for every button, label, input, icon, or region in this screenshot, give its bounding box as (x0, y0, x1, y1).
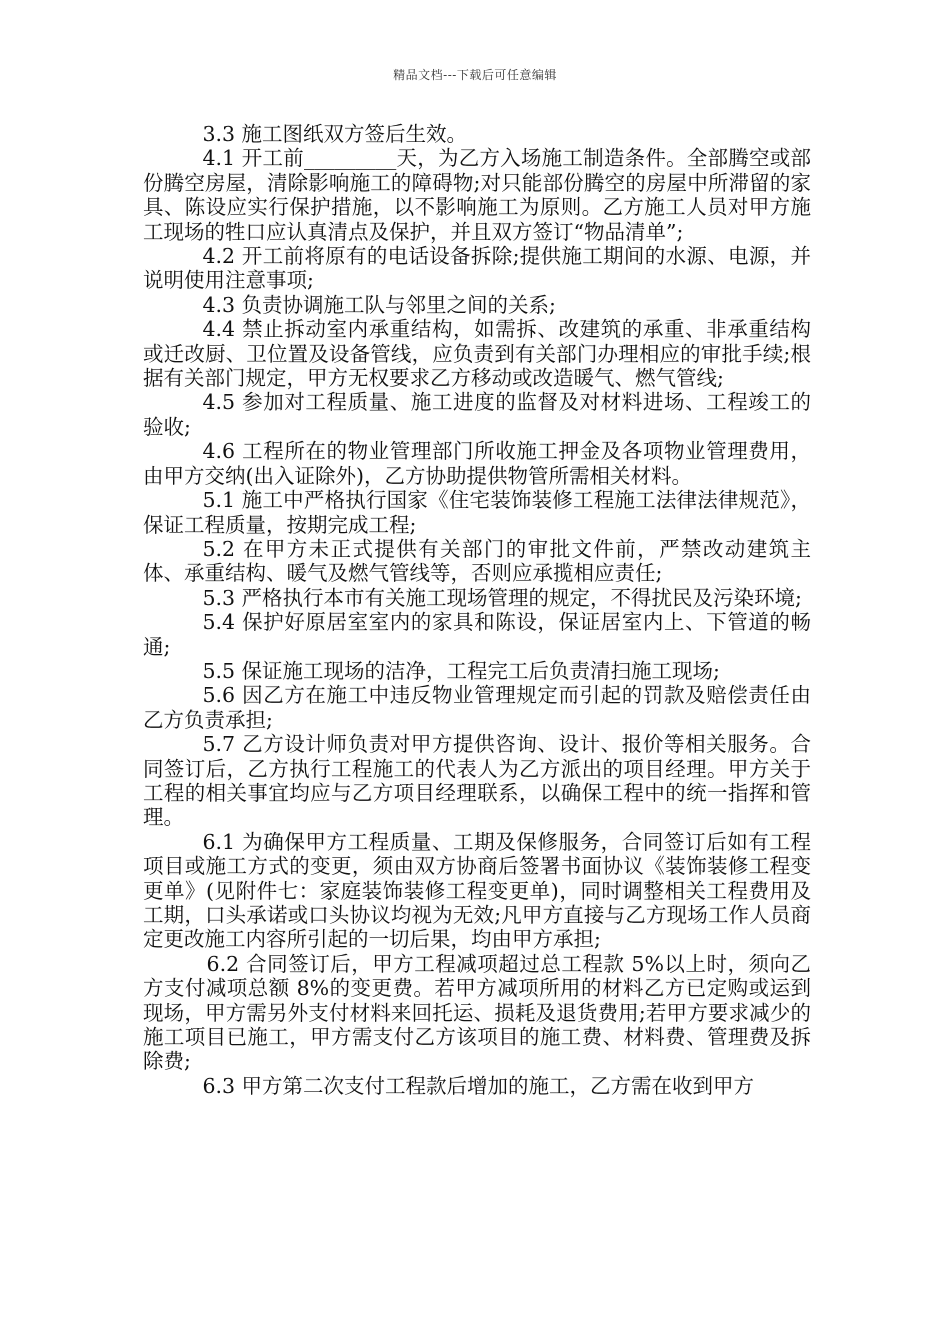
paragraph-5-3: 5.3 严格执行本市有关施工现场管理的规定，不得扰民及污染环境; (202, 585, 802, 610)
paragraph-4-4: 4.4 禁止拆动室内承重结构，如需拆、改建筑的承重、非承重结构或迁改厨、卫位置及设备管线，应负责到有关部门办理相应的审批手续;根据有关部门规定，甲方无权要求乙方移动或改造暖气、燃气管线; (143, 317, 811, 391)
paragraph-5-6: 5.6 因乙方在施工中违反物业管理规定而引起的罚款及赔偿责任由乙方负责承担; (143, 683, 811, 732)
paragraph-4-5: 4.5 参加对工程质量、施工进度的监督及对材料进场、工程竣工的验收; (143, 390, 811, 439)
paragraph-6-2: 6.2 合同签订后，甲方工程减项超过总工程款 5%以上时，须向乙方支付减项总额 8%的变更费。若甲方减项所用的材料乙方已定购或运到现场，甲方需另外支付材料来回托运、损耗及退货费用;若甲方要求减少的施工项目已施工，甲方需支付乙方该项目的施工费、材料费、管理费及拆除费; (143, 951, 811, 1074)
paragraph-5-4: 5.4 保护好原居室室内的家具和陈设，保证居室内上、下管道的畅通; (143, 610, 811, 659)
paragraph-4-2: 4.2 开工前将原有的电话设备拆除;提供施工期间的水源、电源，并说明使用注意事项; (143, 244, 811, 293)
paragraph-5-2: 5.2 在甲方未正式提供有关部门的审批文件前，严禁改动建筑主体、承重结构、暖气及燃气管线等，否则应承揽相应责任; (143, 536, 811, 586)
paragraph-4-6: 4.6 工程所在的物业管理部门所收施工押金及各项物业管理费用，由甲方交纳(出入证除外)，乙方协助提供物管所需相关材料。 (143, 439, 811, 488)
paragraph-6-1: 6.1 为确保甲方工程质量、工期及保修服务，合同签订后如有工程项目或施工方式的变更，须由双方协商后签署书面协议《装饰装修工程变更单》(见附件七：家庭装饰装修工程变更单)，同时调整相关工程费用及工期，口头承诺或口头协议均视为无效;凡甲方直接与乙方现场工作人员商定更改施工内容所引起的一切后果，均由甲方承担; (143, 829, 811, 952)
paragraph-4-3: 4.3 负责协调施工队与邻里之间的关系; (202, 292, 556, 317)
paragraph-4-1: 4.1 开工前_________天，为乙方入场施工制造条件。全部腾空或部份腾空房屋，清除影响施工的障碍物;对只能部份腾空的房屋中所滞留的家具、陈设应实行保护措施，以不影响施工为原则。乙方施工人员对甲方施工现场的牲口应认真清点及保护，并且双方签订“物品清单”; (143, 146, 811, 244)
paragraph-3-3: 3.3 施工图纸双方签后生效。 (202, 122, 468, 146)
paragraph-5-7: 5.7 乙方设计师负责对甲方提供咨询、设计、报价等相关服务。合同签订后，乙方执行工程施工的代表人为乙方派出的项目经理。甲方关于工程的相关事宜均应与乙方项目经理联系，以确保工程中的统一指挥和管理。 (143, 732, 811, 830)
document-body (143, 122, 811, 1098)
paragraph-5-1: 5.1 施工中严格执行国家《住宅装饰装修工程施工法律法律规范》，保证工程质量，按期完成工程; (143, 488, 811, 537)
page-header: 精品文档---下载后可任意编辑 (393, 68, 557, 82)
paragraph-6-3: 6.3 甲方第二次支付工程款后增加的施工，乙方需在收到甲方 (202, 1073, 755, 1098)
paragraph-5-5: 5.5 保证施工现场的洁净，工程完工后负责清扫施工现场; (202, 658, 720, 683)
